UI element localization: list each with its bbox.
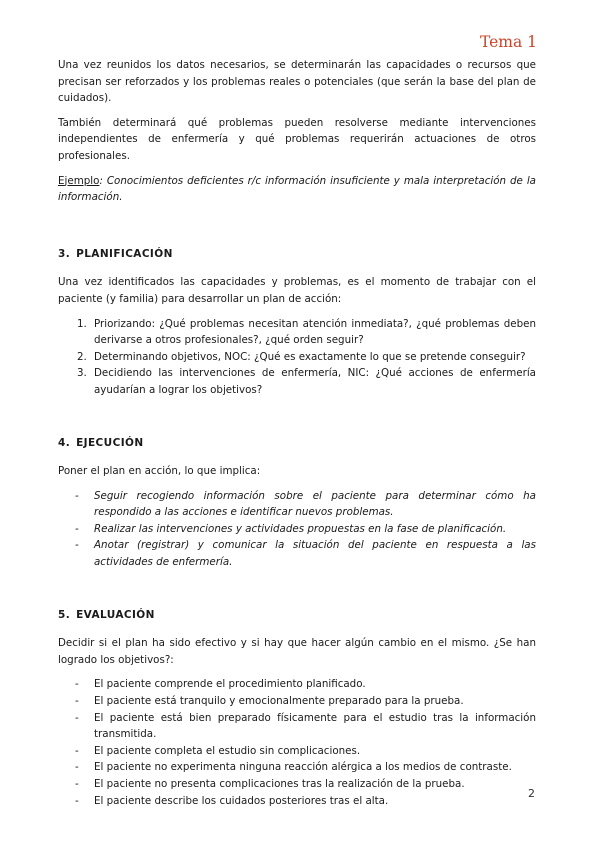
- header-title: Tema 1: [479, 33, 537, 51]
- list-item: [75, 676, 536, 693]
- dash-bullet: -: [75, 744, 79, 757]
- section-heading-planificacion: [58, 246, 536, 263]
- evaluacion-intro: Decidir si el plan ha sido efectivo y si hay que hacer algún cambio en el mismo. ¿Se han logrado los objetivos?:: [58, 637, 536, 666]
- list-item-number: 2.: [77, 350, 87, 363]
- list-item: [75, 537, 536, 570]
- page-number: 2: [528, 787, 535, 800]
- list-item: [75, 710, 536, 743]
- list-item-text: El paciente completa el estudio sin complicaciones.: [94, 744, 361, 757]
- list-item: [75, 793, 536, 810]
- list-item-text: El paciente no experimenta ninguna reacción alérgica a los medios de contraste.: [94, 761, 512, 774]
- list-item-text: Seguir recogiendo información sobre el paciente para determinar cómo ha respondido a las acciones e identificar nuevos problemas.: [94, 489, 536, 519]
- section-heading-ejecucion: [58, 435, 536, 452]
- list-item: [77, 349, 536, 366]
- dash-bullet: -: [75, 711, 79, 724]
- dash-bullet: -: [75, 539, 79, 552]
- list-item: [75, 488, 536, 521]
- list-item: [75, 743, 536, 760]
- list-item-text: El paciente describe los cuidados posteriores tras el alta.: [94, 794, 389, 807]
- list-item-text: El paciente está bien preparado físicamente para el estudio tras la información transmitida.: [94, 711, 536, 741]
- list-item-number: 3.: [77, 367, 87, 380]
- planificacion-intro: Una vez identificados las capacidades y problemas, es el momento de trabajar con el paciente (y familia) para desarrollar un plan de acción:: [58, 276, 536, 305]
- section-number: 5.: [58, 608, 71, 621]
- section-title: PLANIFICACIÓN: [76, 247, 173, 260]
- section-title: EJECUCIÓN: [76, 436, 144, 449]
- list-item: [75, 693, 536, 710]
- evaluacion-list: [58, 676, 536, 809]
- dash-bullet: -: [75, 678, 79, 691]
- section-heading-evaluacion: [58, 607, 536, 624]
- list-item-text: Anotar (registrar) y comunicar la situación del paciente en respuesta a las actividades de enfermería.: [94, 539, 536, 569]
- list-item: [75, 759, 536, 776]
- intro-paragraph-2: También determinará qué problemas pueden resolverse mediante intervenciones independientes de enfermería y qué problemas requerirán actuaciones de otros profesionales.: [58, 116, 536, 162]
- dash-bullet: -: [75, 489, 79, 502]
- dash-bullet: -: [75, 695, 79, 708]
- example-label: Ejemplo: [58, 174, 100, 187]
- list-item-text: Determinando objetivos, NOC: ¿Qué es exactamente lo que se pretende conseguir?: [94, 350, 526, 363]
- list-item-text: Realizar las intervenciones y actividades propuestas en la fase de planificación.: [94, 522, 507, 535]
- section-number: 3.: [58, 247, 71, 260]
- list-item: [77, 316, 536, 349]
- list-item-text: Priorizando: ¿Qué problemas necesitan atención inmediata?, ¿qué problemas deben derivarse a otros profesionales?, ¿qué orden seguir?: [94, 317, 536, 347]
- list-item-text: El paciente está tranquilo y emocionalmente preparado para la prueba.: [94, 695, 464, 708]
- dash-bullet: -: [75, 761, 79, 774]
- example-text: : Conocimientos deficientes r/c información insuficiente y mala interpretación de la información.: [58, 174, 536, 204]
- dash-bullet: -: [75, 794, 79, 807]
- section-title: EVALUACIÓN: [76, 608, 155, 621]
- list-item: [77, 365, 536, 398]
- list-item: [75, 776, 536, 793]
- dash-bullet: -: [75, 778, 79, 790]
- example-paragraph: [58, 173, 536, 206]
- intro-paragraph-1: Una vez reunidos los datos necesarios, se determinarán las capacidades o recursos que precisan ser reforzados y los problemas reales o potenciales (que serán la base del plan de cuidados).: [58, 59, 536, 105]
- section-number: 4.: [58, 436, 71, 449]
- list-item: [75, 521, 536, 538]
- planificacion-list: [58, 316, 536, 399]
- dash-bullet: -: [75, 522, 79, 535]
- list-item-text: El paciente no presenta complicaciones tras la realización de la prueba.: [94, 778, 465, 790]
- list-item-text: Decidiendo las intervenciones de enfermería, NIC: ¿Qué acciones de enfermería ayudarían a lograr los objetivos?: [94, 367, 536, 396]
- list-item-text: El paciente comprende el procedimiento planificado.: [94, 678, 366, 691]
- ejecucion-intro: Poner el plan en acción, lo que implica:: [58, 465, 261, 478]
- ejecucion-list: [58, 488, 536, 571]
- list-item-number: 1.: [77, 317, 87, 330]
- document-body: [58, 57, 536, 809]
